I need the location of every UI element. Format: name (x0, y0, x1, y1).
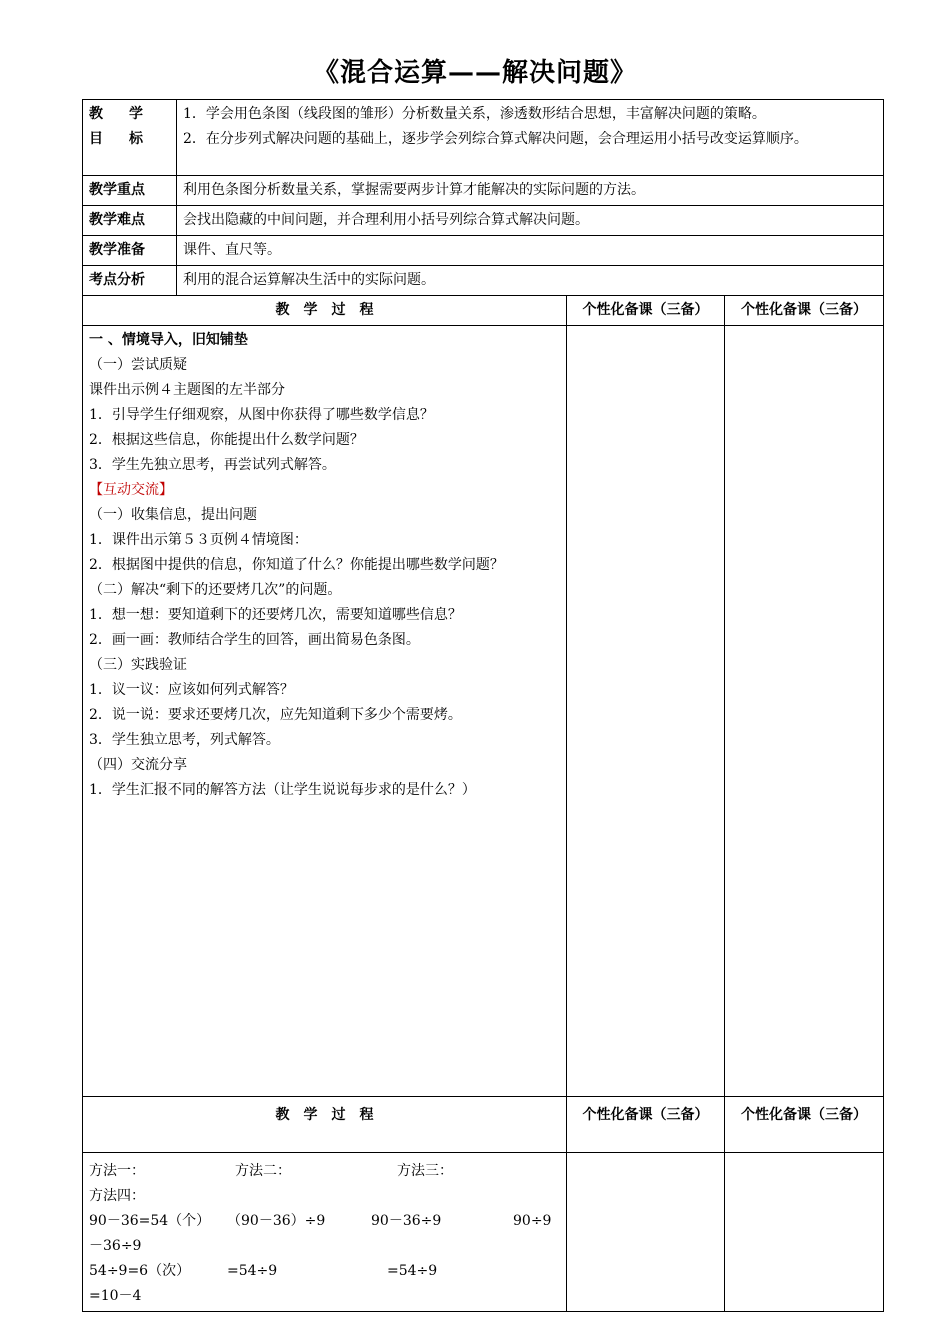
exam-analysis-row (83, 266, 884, 296)
method-step: =54÷9 (387, 1263, 438, 1279)
interaction-heading: 【互动交流】 (89, 482, 173, 498)
objectives-label (83, 100, 177, 176)
process-header-row (83, 296, 884, 326)
difficulties-text: 会找出隐藏的中间问题，并合理利用小括号列综合算式解决问题。 (177, 206, 884, 236)
exam-analysis-text: 利用的混合运算解决生活中的实际问题。 (177, 266, 884, 296)
personal-prep-cell-3[interactable] (567, 1153, 725, 1312)
subheading: （一）收集信息，提出问题 (89, 507, 257, 523)
process-line: 2．根据这些信息，你能提出什么数学问题？ (89, 432, 364, 448)
process-line: 2．根据图中提供的信息，你知道了什么？你能提出哪些数学问题？ (89, 557, 504, 573)
process-line: 1．引导学生仔细观察，从图中你获得了哪些数学信息？ (89, 407, 434, 423)
preparation-label: 教学准备 (83, 236, 177, 266)
key-points-row (83, 176, 884, 206)
objective-item-2: 2．在分步列式解决问题的基础上，逐步学会列综合算式解决问题，会合理运用小括号改变运算顺序。 (183, 131, 808, 147)
process-line: 课件出示例４主题图的左半部分 (89, 382, 285, 398)
objectives-row (83, 100, 884, 176)
subheading: （一）尝试质疑 (89, 357, 187, 373)
process-line: 2．说一说：要求还要烤几次，应先知道剩下多少个需要烤。 (89, 707, 462, 723)
method-step: （90－36）÷9 (227, 1213, 326, 1229)
label-char: 教 (89, 106, 103, 122)
page-title: 《混合运算——解决问题》 (312, 58, 637, 88)
process-line: 3．学生独立思考，列式解答。 (89, 732, 280, 748)
subheading: （四）交流分享 (89, 757, 187, 773)
lesson-plan-table (82, 99, 884, 1312)
preparation-text: 课件、直尺等。 (177, 236, 884, 266)
process-header: 教 学 过 程 (83, 296, 567, 326)
label-char: 标 (129, 131, 143, 147)
label-char: 目 (89, 131, 103, 147)
difficulties-row (83, 206, 884, 236)
method-label: 方法三： (397, 1163, 453, 1179)
method-step: 90－36=54（个） (89, 1213, 211, 1229)
method-step: －36÷9 (89, 1238, 142, 1254)
section-heading: 一 、情境导入，旧知铺垫 (89, 332, 248, 348)
process-line: 1．议一议：应该如何列式解答？ (89, 682, 294, 698)
process-line: 1．学生汇报不同的解答方法（让学生说说每步求的是什么？） (89, 782, 476, 798)
key-points-text: 利用色条图分析数量关系，掌握需要两步计算才能解决的实际问题的方法。 (177, 176, 884, 206)
process-content (83, 326, 567, 1097)
personal-prep-cell-1[interactable] (567, 326, 725, 1097)
method-step: =54÷9 (227, 1263, 278, 1279)
process-line: 2．画一画：教师结合学生的回答，画出简易色条图。 (89, 632, 420, 648)
method-step: 54÷9=6（次） (89, 1263, 191, 1279)
difficulties-label: 教学难点 (83, 206, 177, 236)
personal-prep-cell-4[interactable] (725, 1153, 884, 1312)
key-points-label: 教学重点 (83, 176, 177, 206)
method-step: 90÷9 (513, 1213, 552, 1229)
process-content-row (83, 326, 884, 1097)
process-line: 1．课件出示第５３页例４情境图： (89, 532, 308, 548)
method-label: 方法一： (89, 1163, 145, 1179)
preparation-row (83, 236, 884, 266)
method-label: 方法二： (235, 1163, 291, 1179)
exam-analysis-label: 考点分析 (83, 266, 177, 296)
label-char: 学 (129, 106, 143, 122)
method-step: 90－36÷9 (371, 1213, 442, 1229)
process-line: 3．学生先独立思考，再尝试列式解答。 (89, 457, 336, 473)
methods-content (83, 1153, 567, 1312)
method-step: =10－4 (89, 1288, 142, 1304)
personal-prep-header-2: 个性化备课（三备） (725, 296, 884, 326)
objectives-content (177, 100, 884, 176)
personal-prep-cell-2[interactable] (725, 326, 884, 1097)
personal-prep-header-1: 个性化备课（三备） (567, 296, 725, 326)
personal-prep-header-3: 个性化备课（三备） (567, 1097, 725, 1153)
methods-row (83, 1153, 884, 1312)
method-label: 方法四： (89, 1188, 145, 1204)
subheading: （二）解决“剩下的还要烤几次”的问题。 (89, 582, 342, 598)
subheading: （三）实践验证 (89, 657, 187, 673)
process-header-2: 教 学 过 程 (83, 1097, 567, 1153)
objective-item-1: 1．学会用色条图（线段图的雏形）分析数量关系，渗透数形结合思想，丰富解决问题的策略。 (183, 106, 766, 122)
process-header-row-2 (83, 1097, 884, 1153)
personal-prep-header-4: 个性化备课（三备） (725, 1097, 884, 1153)
process-line: 1．想一想：要知道剩下的还要烤几次，需要知道哪些信息？ (89, 607, 462, 623)
